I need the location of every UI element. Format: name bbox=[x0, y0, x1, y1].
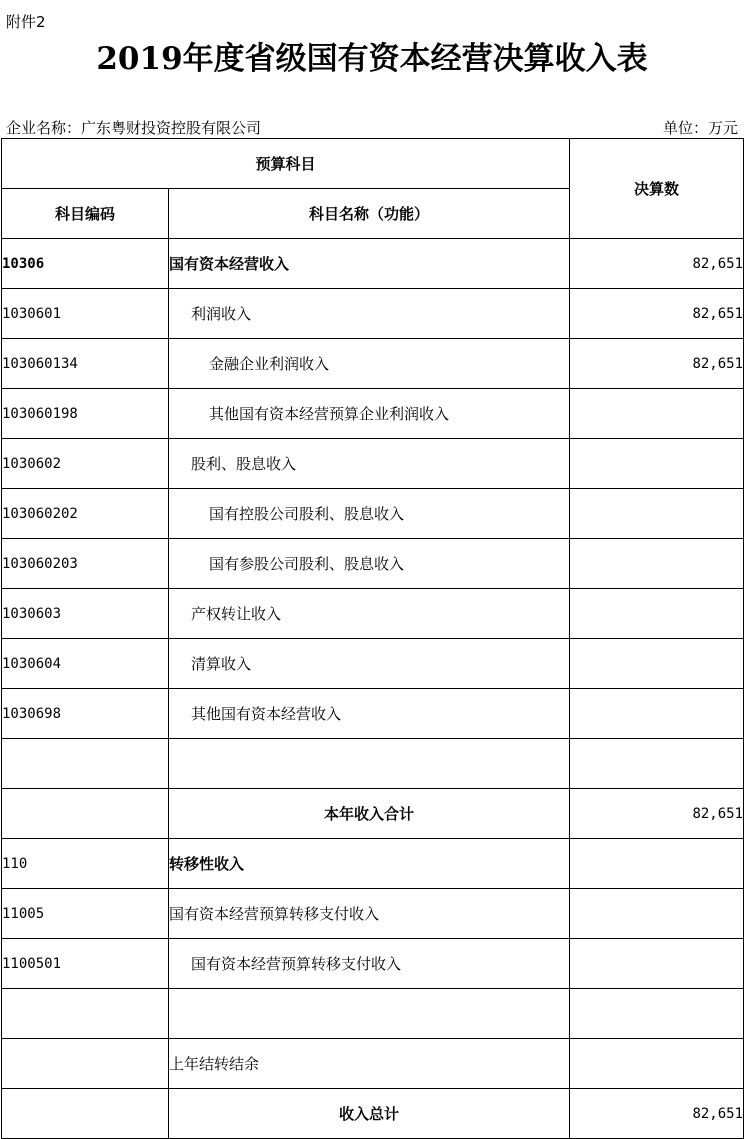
row-amount bbox=[570, 639, 744, 689]
row-name: 转移性收入 bbox=[169, 839, 570, 889]
table-row bbox=[2, 539, 744, 589]
table-row bbox=[2, 939, 744, 989]
row-name: 国有控股公司股利、股息收入 bbox=[169, 489, 570, 539]
attachment-label: 附件2 bbox=[6, 13, 46, 31]
row-name: 其他国有资本经营预算企业利润收入 bbox=[169, 389, 570, 439]
row-code: 103060198 bbox=[2, 389, 169, 439]
row-name: 国有参股公司股利、股息收入 bbox=[169, 539, 570, 589]
company-name: 企业名称：广东粤财投资控股有限公司 bbox=[6, 119, 262, 137]
row-name bbox=[169, 989, 570, 1039]
table-row bbox=[2, 839, 744, 889]
table-row-subtotal bbox=[2, 789, 744, 839]
unit-label: 单位：万元 bbox=[662, 119, 738, 137]
row-code: 103060134 bbox=[2, 339, 169, 389]
table-row bbox=[2, 289, 744, 339]
table-row bbox=[2, 639, 744, 689]
row-code: 103060202 bbox=[2, 489, 169, 539]
row-name: 收入总计 bbox=[169, 1089, 570, 1139]
table-row bbox=[2, 889, 744, 939]
row-code bbox=[2, 1089, 169, 1139]
row-code: 1030604 bbox=[2, 639, 169, 689]
row-code: 1100501 bbox=[2, 939, 169, 989]
row-code bbox=[2, 789, 169, 839]
table-row bbox=[2, 439, 744, 489]
budget-income-table bbox=[1, 138, 744, 1139]
row-amount: 82,651 bbox=[570, 1089, 744, 1139]
row-code: 11005 bbox=[2, 889, 169, 939]
row-amount: 82,651 bbox=[570, 289, 744, 339]
table-row bbox=[2, 689, 744, 739]
row-code: 1030603 bbox=[2, 589, 169, 639]
table-row bbox=[2, 389, 744, 439]
row-code: 110 bbox=[2, 839, 169, 889]
row-amount bbox=[570, 839, 744, 889]
row-name: 金融企业利润收入 bbox=[169, 339, 570, 389]
row-amount: 82,651 bbox=[570, 789, 744, 839]
row-name: 产权转让收入 bbox=[169, 589, 570, 639]
row-amount bbox=[570, 389, 744, 439]
row-code: 1030698 bbox=[2, 689, 169, 739]
row-code bbox=[2, 739, 169, 789]
table-row bbox=[2, 339, 744, 389]
row-amount bbox=[570, 589, 744, 639]
row-name bbox=[169, 739, 570, 789]
table-row bbox=[2, 589, 744, 639]
row-amount bbox=[570, 989, 744, 1039]
document-title: 2019年度省级国有资本经营决算收入表 bbox=[96, 41, 648, 77]
row-amount bbox=[570, 689, 744, 739]
row-name: 本年收入合计 bbox=[169, 789, 570, 839]
table-row-total bbox=[2, 1089, 744, 1139]
header-subject-name: 科目名称（功能） bbox=[169, 189, 570, 239]
table-row-empty bbox=[2, 739, 744, 789]
table-row-empty bbox=[2, 989, 744, 1039]
row-name: 国有资本经营预算转移支付收入 bbox=[169, 939, 570, 989]
row-code bbox=[2, 989, 169, 1039]
row-amount bbox=[570, 739, 744, 789]
header-budget-subject: 预算科目 bbox=[2, 139, 570, 189]
row-amount bbox=[570, 939, 744, 989]
row-name: 利润收入 bbox=[169, 289, 570, 339]
row-amount: 82,651 bbox=[570, 239, 744, 289]
header-subject-code: 科目编码 bbox=[2, 189, 169, 239]
row-code: 103060203 bbox=[2, 539, 169, 589]
row-code: 10306 bbox=[2, 239, 169, 289]
row-name: 股利、股息收入 bbox=[169, 439, 570, 489]
row-code: 1030602 bbox=[2, 439, 169, 489]
table-row bbox=[2, 1039, 744, 1089]
table-row bbox=[2, 239, 744, 289]
row-amount bbox=[570, 489, 744, 539]
row-amount bbox=[570, 539, 744, 589]
table-meta bbox=[6, 117, 738, 137]
row-name: 上年结转结余 bbox=[169, 1039, 570, 1089]
row-code: 1030601 bbox=[2, 289, 169, 339]
header-final-amount: 决算数 bbox=[570, 139, 744, 239]
row-name: 清算收入 bbox=[169, 639, 570, 689]
row-name: 其他国有资本经营收入 bbox=[169, 689, 570, 739]
row-name: 国有资本经营预算转移支付收入 bbox=[169, 889, 570, 939]
table-row bbox=[2, 489, 744, 539]
row-amount bbox=[570, 889, 744, 939]
row-code bbox=[2, 1039, 169, 1089]
row-amount bbox=[570, 1039, 744, 1089]
row-name: 国有资本经营收入 bbox=[169, 239, 570, 289]
row-amount: 82,651 bbox=[570, 339, 744, 389]
row-amount bbox=[570, 439, 744, 489]
